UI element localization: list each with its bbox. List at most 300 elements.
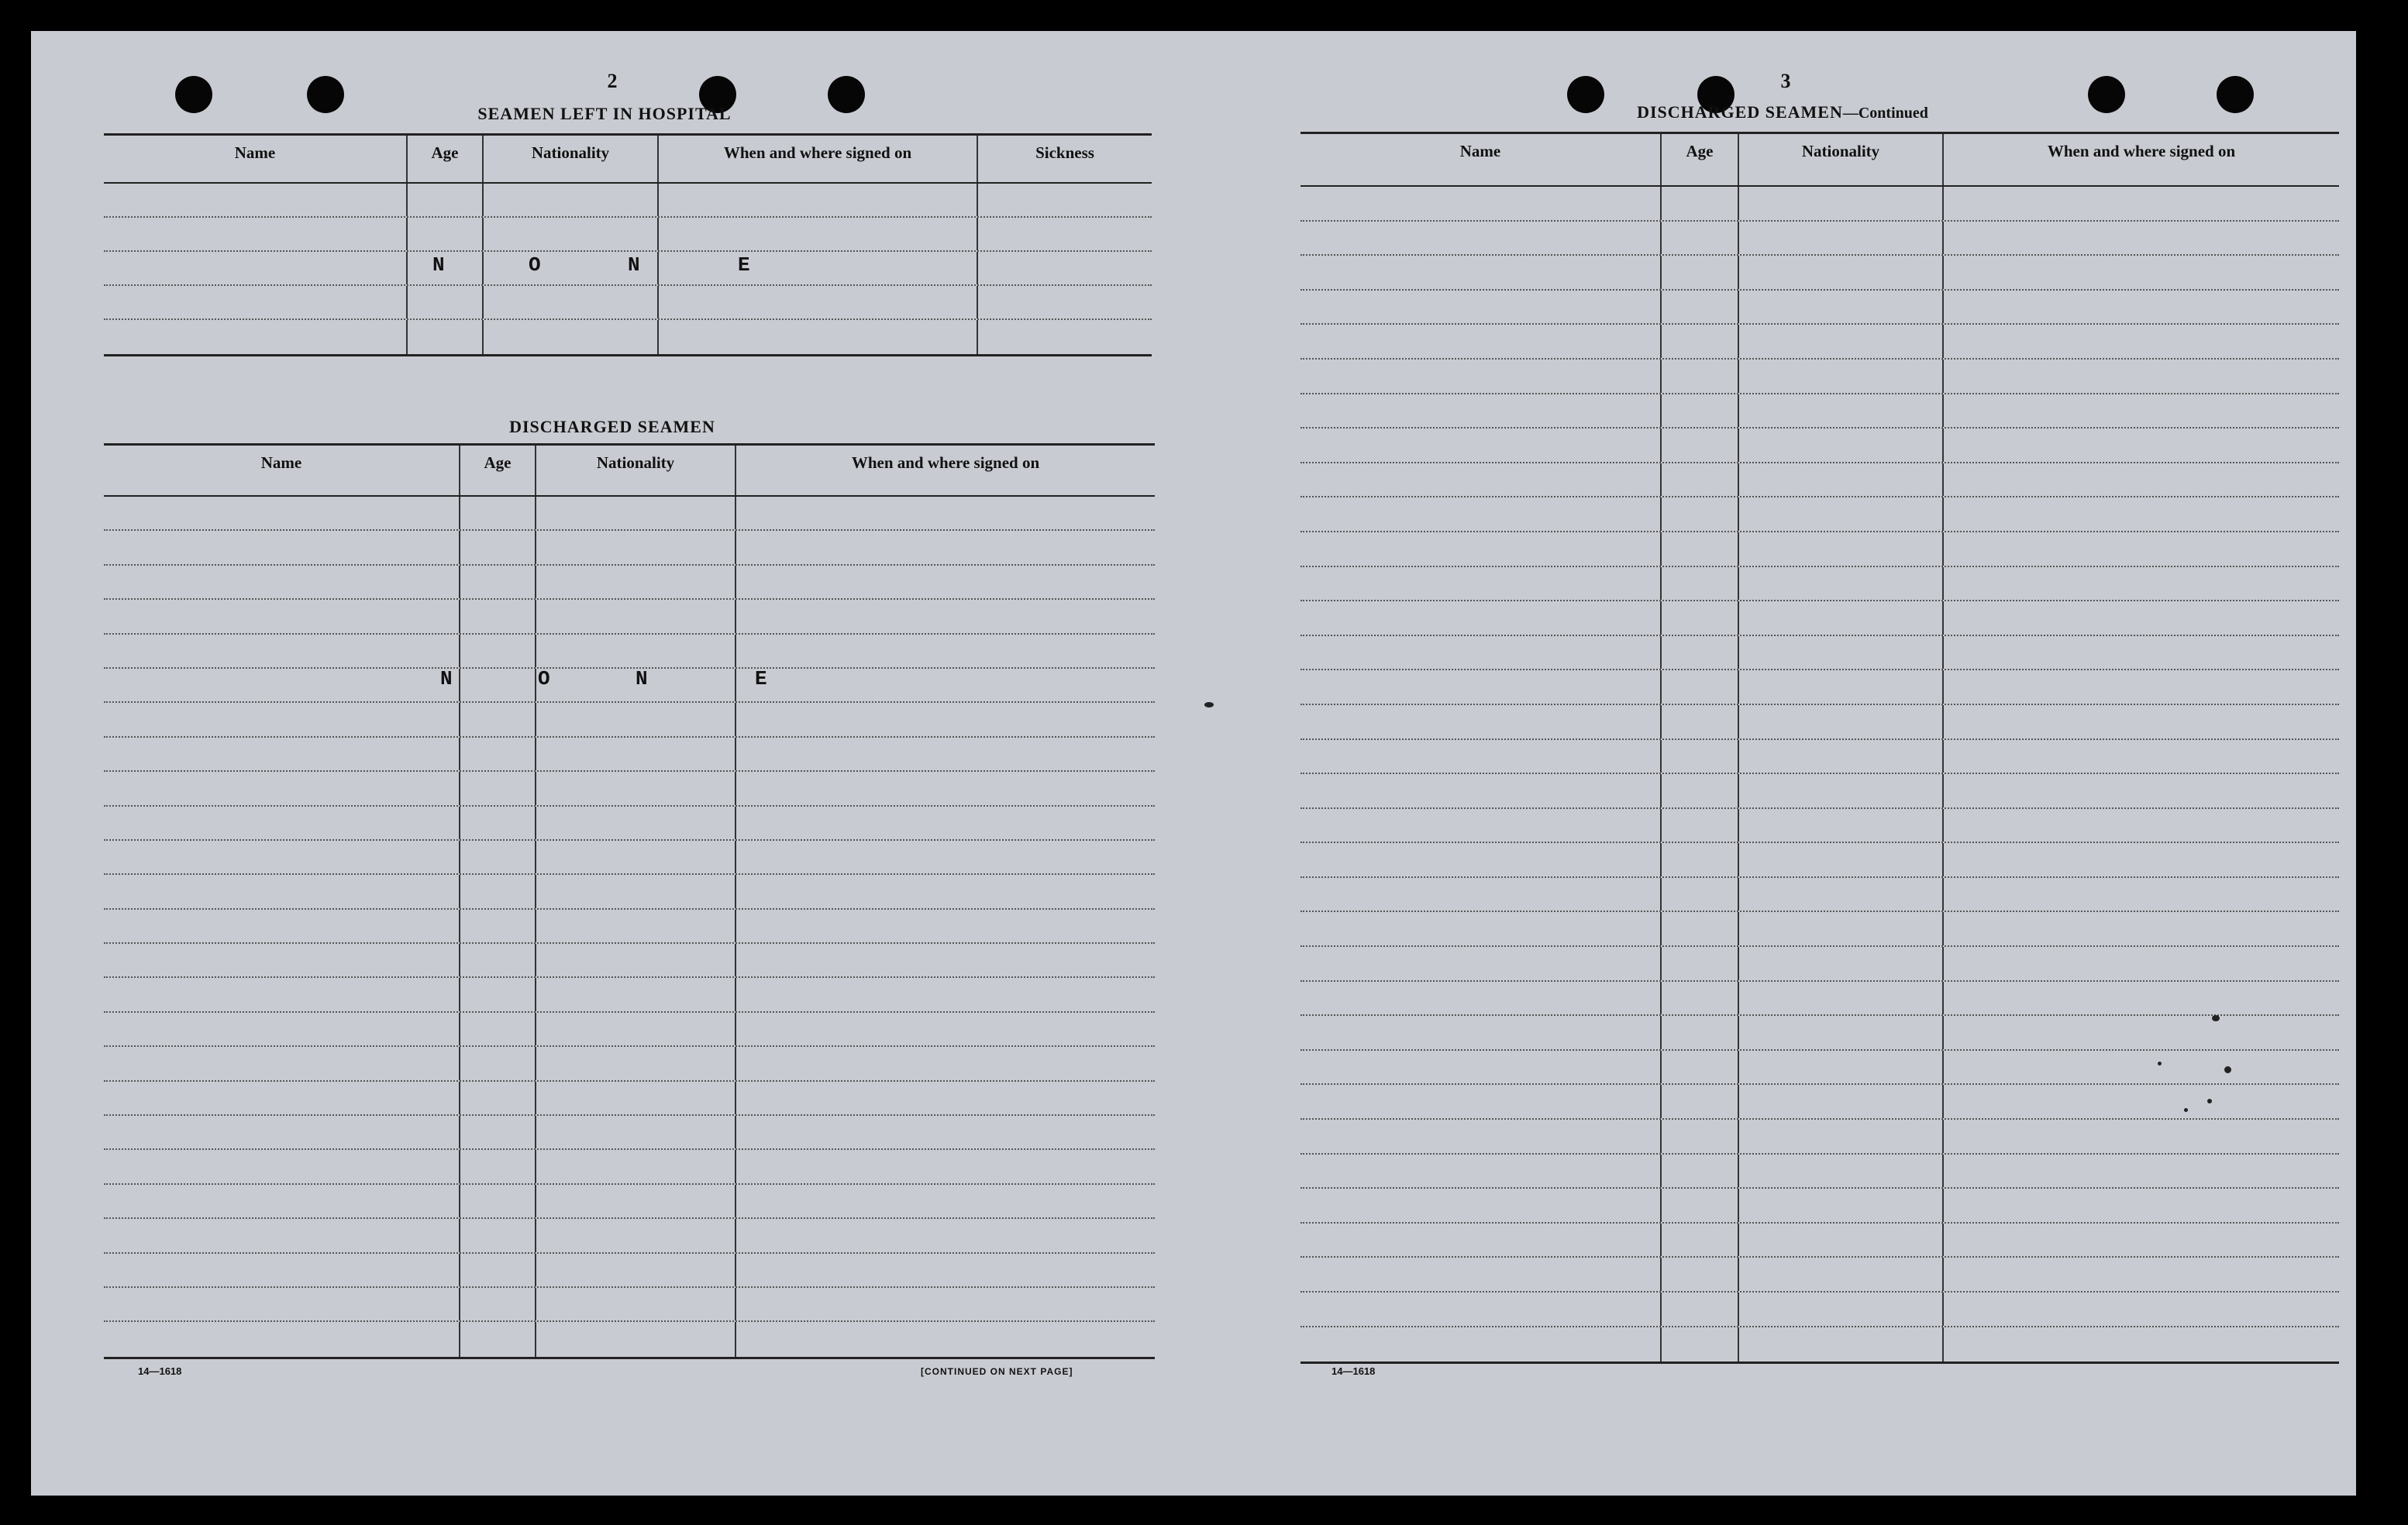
table-cell [1944, 463, 2339, 497]
table-cell [536, 978, 736, 1010]
table-cell [1662, 291, 1739, 324]
table-cell [1662, 429, 1739, 462]
table-row [104, 738, 1155, 772]
table-row [1300, 670, 2339, 705]
table-cell [1662, 1120, 1739, 1153]
table-cell [484, 184, 659, 216]
table-cell [1300, 360, 1662, 393]
table-cell [1662, 1224, 1739, 1257]
ink-speck [2224, 1066, 2231, 1073]
table-cell [1944, 636, 2339, 670]
table-cell [408, 320, 484, 354]
table-row [1300, 532, 2339, 567]
table-cell [1944, 1327, 2339, 1362]
table-row [1300, 360, 2339, 394]
table-row [1300, 878, 2339, 913]
table-cell [460, 1047, 536, 1079]
table-cell [1739, 601, 1944, 635]
table-row [1300, 809, 2339, 844]
table-cell [1739, 740, 1944, 773]
page-number: 3 [1780, 70, 1791, 92]
table-cell [536, 1013, 736, 1045]
table-cell [736, 1047, 1155, 1079]
table-cell [460, 875, 536, 907]
table-header [104, 136, 1152, 184]
table-cell [104, 944, 460, 976]
table-cell [536, 1047, 736, 1079]
table-cell [736, 1013, 1155, 1045]
table-cell [1944, 1189, 2339, 1222]
table-row [1300, 947, 2339, 982]
none-letter: N [432, 253, 445, 277]
section-title-suffix: —Continued [1842, 105, 1928, 122]
table-cell [1662, 843, 1739, 876]
column-header: Name [104, 446, 460, 495]
table-cell [736, 635, 1155, 667]
table-cell [536, 497, 736, 529]
table-cell [1739, 947, 1944, 980]
table-cell [460, 1288, 536, 1320]
table-cell [536, 600, 736, 632]
table-cell [736, 1185, 1155, 1217]
table-cell [1662, 670, 1739, 704]
table-cell [736, 875, 1155, 907]
table-cell [1944, 222, 2339, 255]
table-cell [736, 566, 1155, 598]
table-cell [736, 738, 1155, 770]
table-cell [1300, 636, 1662, 670]
table-row [1300, 740, 2339, 775]
table-cell [1300, 325, 1662, 358]
table-cell [1739, 360, 1944, 393]
discharged-table [104, 443, 1155, 1359]
table-row [1300, 429, 2339, 463]
table-cell [104, 566, 460, 598]
table-row [104, 1013, 1155, 1047]
table-row [104, 184, 1152, 218]
table-cell [1944, 497, 2339, 531]
table-cell [1300, 567, 1662, 601]
table-row [104, 497, 1155, 531]
table-cell [1662, 1016, 1739, 1049]
table-cell [104, 669, 460, 701]
table-cell [536, 635, 736, 667]
table-cell [1300, 291, 1662, 324]
table-cell [1300, 1085, 1662, 1118]
table-cell [1944, 325, 2339, 358]
table-row [104, 1047, 1155, 1081]
table-cell [1300, 1120, 1662, 1153]
punch-hole [2217, 76, 2254, 113]
table-cell [1739, 429, 1944, 462]
table-cell [484, 320, 659, 354]
table-cell [460, 772, 536, 804]
table-cell [1662, 360, 1739, 393]
table-cell [1739, 843, 1944, 876]
none-letter: E [738, 253, 750, 277]
table-cell [536, 566, 736, 598]
table-cell [1662, 774, 1739, 807]
table-header [104, 446, 1155, 497]
table-cell [1300, 429, 1662, 462]
ink-speck [2207, 1099, 2212, 1103]
table-row [104, 669, 1155, 703]
table-cell [1662, 394, 1739, 428]
table-row [1300, 982, 2339, 1017]
table-cell [1739, 1189, 1944, 1222]
table-row [1300, 1085, 2339, 1120]
table-cell [536, 1150, 736, 1182]
table-cell [736, 1082, 1155, 1114]
table-cell [104, 1185, 460, 1217]
table-cell [1662, 878, 1739, 911]
table-cell [1739, 532, 1944, 566]
none-letter: N [628, 253, 640, 277]
column-header: Nationality [1739, 134, 1944, 185]
continued-note: [CONTINUED ON NEXT PAGE] [921, 1366, 1073, 1377]
table-cell [1300, 1293, 1662, 1326]
table-cell [1739, 1258, 1944, 1291]
table-cell [460, 1116, 536, 1148]
table-cell [1300, 1327, 1662, 1362]
table-row [104, 286, 1152, 320]
table-cell [536, 1082, 736, 1114]
table-row [1300, 222, 2339, 256]
table-cell [104, 184, 408, 216]
table-cell [978, 218, 1152, 250]
table-cell [104, 218, 408, 250]
table-cell [536, 1322, 736, 1356]
table-cell [484, 286, 659, 318]
table-row [104, 978, 1155, 1012]
column-header: When and where signed on [851, 453, 1040, 472]
table-cell [659, 320, 978, 354]
table-cell [1944, 360, 2339, 393]
table-cell [1662, 1293, 1739, 1326]
table-row [104, 566, 1155, 600]
table-cell [1662, 463, 1739, 497]
table-cell [104, 841, 460, 873]
table-cell [1944, 843, 2339, 876]
table-cell [978, 252, 1152, 284]
table-cell [1300, 947, 1662, 980]
table-cell [104, 1150, 460, 1182]
table-cell [1300, 256, 1662, 289]
table-cell [1300, 1051, 1662, 1084]
table-cell [978, 286, 1152, 318]
ink-speck [2184, 1108, 2188, 1112]
table-row [104, 807, 1155, 841]
table-cell [104, 286, 408, 318]
table-cell [104, 1082, 460, 1114]
table-cell [460, 944, 536, 976]
table-row [1300, 1155, 2339, 1189]
table-cell [1944, 394, 2339, 428]
table-cell [1300, 809, 1662, 842]
table-cell [1662, 1155, 1739, 1188]
table-body [104, 184, 1152, 354]
table-cell [104, 600, 460, 632]
discharged-continued-table [1300, 132, 2339, 1364]
table-row [104, 600, 1155, 634]
table-cell [1300, 394, 1662, 428]
table-cell [104, 703, 460, 735]
table-cell [1662, 740, 1739, 773]
table-cell [104, 1322, 460, 1356]
table-cell [1300, 670, 1662, 704]
table-cell [1739, 222, 1944, 255]
table-cell [104, 1288, 460, 1320]
table-cell [1300, 601, 1662, 635]
table-cell [536, 703, 736, 735]
table-cell [1739, 291, 1944, 324]
table-cell [1739, 1224, 1944, 1257]
table-cell [1300, 843, 1662, 876]
table-cell [1944, 982, 2339, 1015]
table-cell [1739, 636, 1944, 670]
table-cell [104, 910, 460, 942]
table-cell [104, 978, 460, 1010]
table-cell [104, 772, 460, 804]
table-cell [1944, 429, 2339, 462]
table-cell [536, 531, 736, 563]
table-cell [736, 497, 1155, 529]
table-cell [1739, 1155, 1944, 1188]
table-cell [1739, 774, 1944, 807]
table-cell [1662, 809, 1739, 842]
punch-hole [175, 76, 212, 113]
table-row [104, 910, 1155, 944]
table-cell [1662, 1051, 1739, 1084]
table-cell [1739, 394, 1944, 428]
table-cell [536, 1254, 736, 1286]
table-cell [1300, 878, 1662, 911]
table-cell [104, 807, 460, 839]
table-cell [1300, 463, 1662, 497]
table-cell [1739, 325, 1944, 358]
table-cell [1944, 740, 2339, 773]
table-cell [104, 320, 408, 354]
punch-hole [307, 76, 344, 113]
table-cell [978, 184, 1152, 216]
table-cell [1944, 1085, 2339, 1118]
table-row [104, 1322, 1155, 1356]
table-cell [659, 218, 978, 250]
form-number: 14—1618 [1331, 1365, 1376, 1377]
ink-speck [2212, 1015, 2220, 1021]
column-header: Age [408, 136, 484, 182]
table-cell [1739, 878, 1944, 911]
punch-hole [828, 76, 865, 113]
table-cell [1739, 1293, 1944, 1326]
table-cell [536, 1185, 736, 1217]
table-cell [736, 531, 1155, 563]
table-row [1300, 1258, 2339, 1293]
table-cell [1944, 256, 2339, 289]
column-header: When and where signed on [659, 136, 978, 182]
section-title-discharged-continued [1612, 102, 1953, 122]
table-cell [460, 738, 536, 770]
table-cell [736, 944, 1155, 976]
table-cell [536, 807, 736, 839]
table-cell [1739, 1016, 1944, 1049]
table-cell [104, 1219, 460, 1251]
punch-hole [1567, 76, 1604, 113]
table-cell [1739, 1120, 1944, 1153]
table-cell [1300, 1224, 1662, 1257]
table-cell [1944, 567, 2339, 601]
table-cell [460, 841, 536, 873]
column-header: Sickness [1035, 143, 1094, 162]
table-cell [1662, 636, 1739, 670]
table-row [104, 1082, 1155, 1116]
table-cell [1662, 912, 1739, 945]
table-row [1300, 705, 2339, 740]
table-cell [1944, 1016, 2339, 1049]
none-letter: N [440, 667, 453, 690]
table-row [1300, 1189, 2339, 1224]
table-cell [536, 910, 736, 942]
table-row [1300, 325, 2339, 360]
table-cell [104, 1254, 460, 1286]
table-cell [1944, 1120, 2339, 1153]
section-title-discharged: DISCHARGED SEAMEN [509, 417, 715, 436]
table-cell [460, 1185, 536, 1217]
table-cell [408, 218, 484, 250]
table-cell [1944, 291, 2339, 324]
table-row [104, 320, 1152, 354]
table-cell [1739, 497, 1944, 531]
table-cell [104, 1116, 460, 1148]
table-row [104, 841, 1155, 875]
none-letter: E [755, 667, 767, 690]
table-cell [659, 286, 978, 318]
column-header: Nationality [536, 446, 736, 495]
table-cell [460, 703, 536, 735]
table-cell [1662, 532, 1739, 566]
table-cell [736, 669, 1155, 701]
table-row [1300, 497, 2339, 532]
section-title-text: DISCHARGED SEAMEN [1637, 102, 1843, 122]
table-cell [460, 566, 536, 598]
table-cell [104, 738, 460, 770]
table-body [1300, 187, 2339, 1361]
table-row [104, 703, 1155, 737]
table-cell [460, 910, 536, 942]
column-header: Name [104, 136, 408, 182]
table-cell [104, 875, 460, 907]
table-cell [1662, 1085, 1739, 1118]
table-row [1300, 1016, 2339, 1051]
table-cell [736, 1288, 1155, 1320]
page-number: 2 [607, 70, 618, 92]
table-cell [736, 1116, 1155, 1148]
table-body [104, 497, 1155, 1357]
table-cell [1739, 256, 1944, 289]
table-cell [536, 875, 736, 907]
table-cell [1300, 187, 1662, 220]
none-letter: O [529, 253, 541, 277]
table-row [1300, 636, 2339, 671]
table-cell [460, 1322, 536, 1356]
table-cell [460, 1150, 536, 1182]
table-cell [408, 286, 484, 318]
table-cell [1944, 1293, 2339, 1326]
table-cell [1662, 705, 1739, 738]
table-cell [1662, 222, 1739, 255]
table-cell [1662, 1258, 1739, 1291]
table-cell [659, 184, 978, 216]
table-cell [104, 531, 460, 563]
table-cell [736, 841, 1155, 873]
table-cell [1739, 567, 1944, 601]
table-row [1300, 1224, 2339, 1258]
table-cell [1300, 1258, 1662, 1291]
table-cell [536, 944, 736, 976]
table-row [1300, 463, 2339, 498]
table-cell [1300, 982, 1662, 1015]
table-cell [659, 252, 978, 284]
table-cell [1944, 705, 2339, 738]
table-cell [484, 218, 659, 250]
table-cell [104, 252, 408, 284]
table-row [104, 875, 1155, 909]
table-cell [1944, 187, 2339, 220]
table-cell [1300, 222, 1662, 255]
table-cell [736, 703, 1155, 735]
table-row [1300, 1051, 2339, 1086]
table-cell [536, 841, 736, 873]
table-cell [1944, 809, 2339, 842]
column-header: Age [460, 446, 536, 495]
table-row [1300, 567, 2339, 602]
table-cell [1739, 463, 1944, 497]
column-header: Age [1662, 134, 1739, 185]
table-row [1300, 1120, 2339, 1155]
form-number: 14—1618 [138, 1365, 182, 1377]
table-cell [1300, 1189, 1662, 1222]
table-cell [1944, 947, 2339, 980]
table-cell [1944, 878, 2339, 911]
document-sheet [31, 31, 2356, 1496]
hospital-table [104, 133, 1152, 356]
table-cell [1662, 497, 1739, 531]
table-cell [536, 772, 736, 804]
left-page [31, 31, 1217, 1496]
table-row [104, 1116, 1155, 1150]
table-row [1300, 912, 2339, 947]
table-cell [1944, 1155, 2339, 1188]
column-header: Nationality [484, 136, 659, 182]
table-cell [1300, 1155, 1662, 1188]
table-cell [1944, 912, 2339, 945]
table-cell [1300, 774, 1662, 807]
table-cell [104, 1013, 460, 1045]
table-row [1300, 256, 2339, 291]
table-cell [1739, 705, 1944, 738]
none-letter: N [636, 667, 648, 690]
table-cell [1662, 947, 1739, 980]
table-row [104, 1150, 1155, 1184]
table-row [104, 772, 1155, 806]
ink-speck [1204, 702, 1214, 707]
table-cell [104, 1047, 460, 1079]
table-cell [536, 738, 736, 770]
table-cell [104, 497, 460, 529]
table-cell [1944, 601, 2339, 635]
table-cell [1662, 1189, 1739, 1222]
table-cell [1739, 187, 1944, 220]
